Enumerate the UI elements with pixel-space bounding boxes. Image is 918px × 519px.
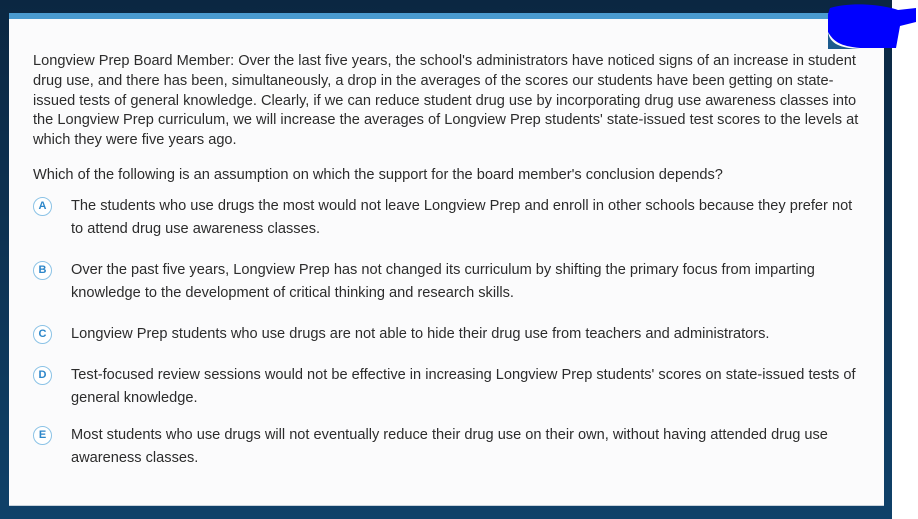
choice-c-text: Longview Prep students who use drugs are not able to hide their drug use from teachers and administrators. — [71, 325, 770, 342]
answer-choice-a[interactable] — [33, 195, 863, 241]
choice-a-radio[interactable]: A — [33, 197, 52, 216]
choice-b-text: Over the past five years, Longview Prep has not changed its curriculum by shifting the primary focus from imparting knowledge to the development of critical thinking and research skills. — [71, 261, 815, 301]
stimulus-text: Longview Prep Board Member: Over the last five years, the school's administrators have noticed signs of an increase in student drug use, and there has been, simultaneously, a drop in the averages of the scores our students have been getting on state-issued tests of general knowledge. Clearly, if we can reduce student drug use by incorporating drug use awareness classes into the Longview Prep curriculum, we will increase the averages of Longview Prep students' state-issued test scores to the levels at which they were five years ago. — [33, 53, 859, 149]
choice-b-radio[interactable]: B — [33, 261, 52, 280]
question-content — [33, 52, 863, 470]
choice-d-text: Test-focused review sessions would not be effective in increasing Longview Prep students' scores on state-issued tests of general knowledge. — [71, 366, 856, 406]
answer-choice-b[interactable] — [33, 259, 863, 305]
choice-e-radio[interactable]: E — [33, 426, 52, 445]
question-stem: Which of the following is an assumption on which the support for the board member's conclusion depends? — [33, 166, 723, 183]
answer-choice-c[interactable] — [33, 323, 863, 346]
choice-a-text: The students who use drugs the most would not leave Longview Prep and enroll in other schools because they prefer not to attend drug use awareness classes. — [71, 197, 853, 237]
choice-d-radio[interactable]: D — [33, 366, 52, 385]
choice-e-text: Most students who use drugs will not eventually reduce their drug use on their own, without having attended drug use awareness classes. — [71, 426, 828, 466]
choice-c-radio[interactable]: C — [33, 325, 52, 344]
annotation-scribble — [800, 2, 918, 50]
answer-choice-d[interactable] — [33, 364, 863, 410]
answer-choice-e[interactable] — [33, 424, 863, 470]
